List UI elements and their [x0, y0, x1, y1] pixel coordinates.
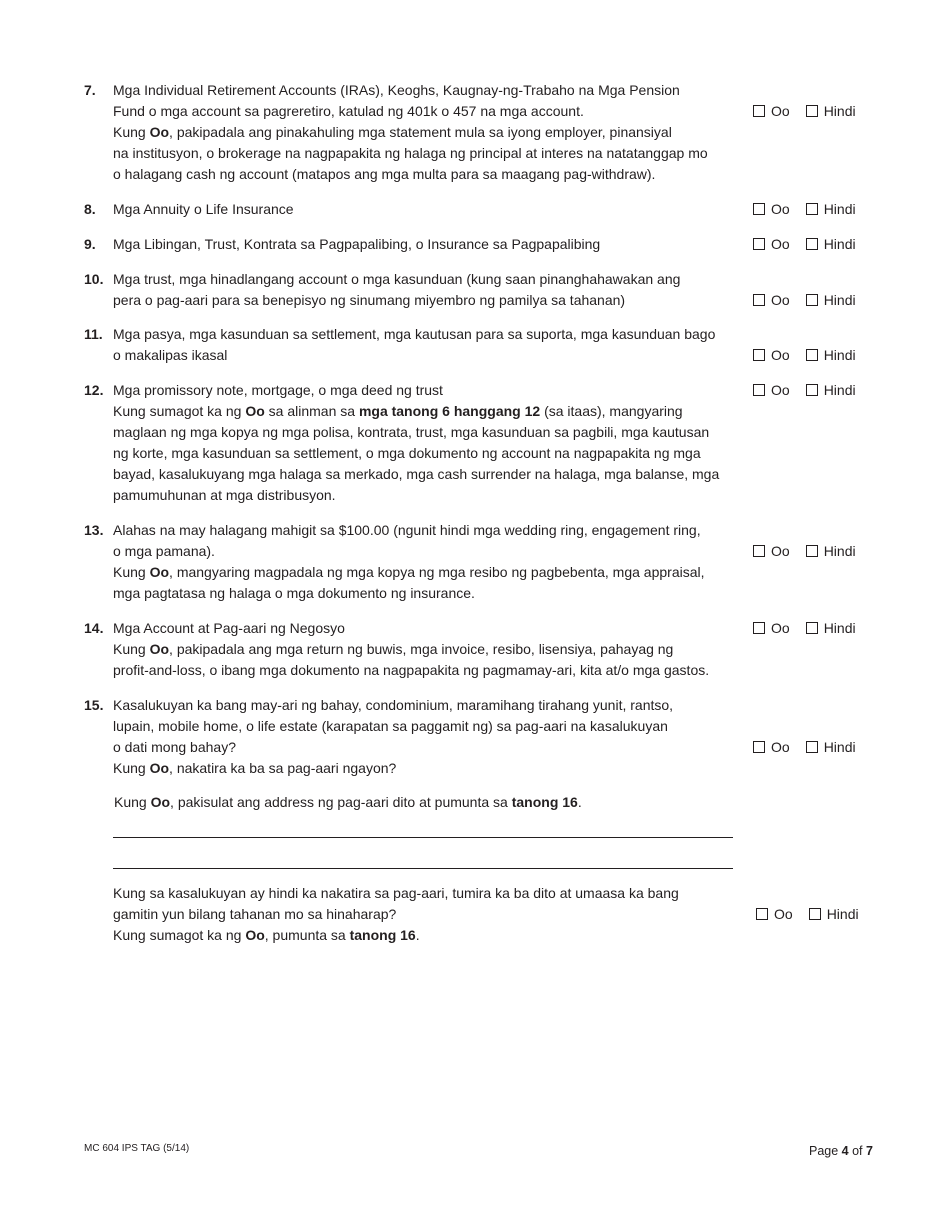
answer-group-q8	[753, 199, 872, 220]
checkbox-no[interactable]: Hindi	[806, 380, 856, 401]
checkbox-yes[interactable]: Oo	[753, 199, 790, 220]
checkbox-yes[interactable]: Oo	[753, 345, 790, 366]
page-number: Page 4 of 7	[809, 1144, 873, 1158]
checkbox-no[interactable]: Hindi	[809, 904, 859, 925]
checkbox-icon[interactable]	[753, 294, 765, 306]
question-number: 8.	[84, 201, 96, 217]
question-text: Mga promissory note, mortgage, o mga deed ng trust Kung sumagot ka ng Oo sa alinman sa mga tanong 6 hanggang 12 (sa itaas), mangyaring maglaan ng mga kopya ng mga polisa, kontrata, trust, mga kasunduan sa pagbili, mga kautusan ng korte, mga kasunduan sa settlement, o mga dokumento ng account na nagpapakita ng mga bayad, kasalukuyang mga halaga sa merkado, mga cash surrender na halaga, mga balanse, mga pamumuhunan at mga distribusyon.	[113, 382, 720, 503]
checkbox-icon[interactable]	[806, 741, 818, 753]
answer-group-q10	[753, 290, 872, 311]
question-number: 14.	[84, 620, 104, 636]
checkbox-icon[interactable]	[753, 349, 765, 361]
checkbox-icon[interactable]	[753, 238, 765, 250]
question-text: Mga trust, mga hinadlangang account o mga kasunduan (kung saan pinanghahawakan ang pera o pag-aari para sa benepisyo ng sinumang miyembro ng pamilya sa tahanan)	[113, 271, 681, 308]
question-number: 12.	[84, 382, 104, 398]
checkbox-yes[interactable]: Oo	[753, 380, 790, 401]
checkbox-no[interactable]: Hindi	[806, 234, 856, 255]
checkbox-icon[interactable]	[753, 622, 765, 634]
checkbox-icon[interactable]	[756, 908, 768, 920]
answer-group-followup	[756, 904, 875, 925]
form-code: MC 604 IPS TAG (5/14)	[84, 1143, 190, 1154]
checkbox-yes[interactable]: Oo	[753, 541, 790, 562]
checkbox-icon[interactable]	[806, 294, 818, 306]
answer-group-q14	[753, 618, 872, 639]
checkbox-yes[interactable]: Oo	[753, 101, 790, 122]
checkbox-icon[interactable]	[809, 908, 821, 920]
checkbox-yes[interactable]: Oo	[753, 290, 790, 311]
address-instruction: Kung Oo, pakisulat ang address ng pag-aari dito at pumunta sa tanong 16.	[114, 794, 582, 810]
question-text: Mga Annuity o Life Insurance	[113, 201, 294, 217]
checkbox-no[interactable]: Hindi	[806, 541, 856, 562]
checkbox-icon[interactable]	[753, 203, 765, 215]
checkbox-icon[interactable]	[806, 349, 818, 361]
question-text: Kasalukuyan ka bang may-ari ng bahay, condominium, maramihang tirahang yunit, rantso, lupain, mobile home, o life estate (karapatan sa paggamit ng) sa pag-aari na kasalukuyan o dati mong bahay? Kung Oo, nakatira ka ba sa pag-aari ngayon?	[113, 697, 674, 776]
checkbox-yes[interactable]: Oo	[753, 618, 790, 639]
checkbox-yes[interactable]: Oo	[753, 737, 790, 758]
answer-group-q9	[753, 234, 872, 255]
checkbox-icon[interactable]	[753, 741, 765, 753]
question-text: Mga Individual Retirement Accounts (IRAs), Keoghs, Kaugnay-ng-Trabaho na Mga Pension Fund o mga account sa pagreretiro, katulad ng 401k o 457 na mga account. Kung Oo, pakipadala ang pinakahuling mga statement mula sa iyong employer, pinansiyal na institusyon, o brokerage na nagpapakita ng halaga ng principal at interes na natatanggap mo o halagang cash ng account (matapos ang mga multa para sa maagang pag-withdraw).	[113, 82, 708, 182]
answer-group-q13	[753, 541, 872, 562]
checkbox-icon[interactable]	[806, 105, 818, 117]
question-text: Mga Libingan, Trust, Kontrata sa Pagpapalibing, o Insurance sa Pagpapalibing	[113, 236, 601, 252]
checkbox-icon[interactable]	[753, 384, 765, 396]
question-text: Alahas na may halagang mahigit sa $100.00 (ngunit hindi mga wedding ring, engagement ring, o mga pamana). Kung Oo, mangyaring magpadala ng mga kopya ng mga resibo ng pagbebenta, mga appraisal, mga pagtatasa ng halaga o mga dokumento ng insurance.	[113, 522, 705, 601]
checkbox-yes[interactable]: Oo	[753, 234, 790, 255]
checkbox-icon[interactable]	[806, 384, 818, 396]
answer-group-q15	[753, 737, 872, 758]
question-number: 9.	[84, 236, 96, 252]
question-number: 11.	[84, 326, 103, 342]
checkbox-no[interactable]: Hindi	[806, 737, 856, 758]
checkbox-no[interactable]: Hindi	[806, 618, 856, 639]
question-text: Mga Account at Pag-aari ng Negosyo Kung Oo, pakipadala ang mga return ng buwis, mga invoice, resibo, lisensiya, pahayag ng profit-and-loss, o ibang mga dokumento na nagpapakita ng pagmamay-ari, kita at/o mga gastos.	[113, 620, 710, 678]
checkbox-no[interactable]: Hindi	[806, 101, 856, 122]
checkbox-no[interactable]: Hindi	[806, 199, 856, 220]
answer-group-q7	[753, 101, 872, 122]
question-text: Mga pasya, mga kasunduan sa settlement, mga kautusan para sa suporta, mga kasunduan bago o makalipas ikasal	[113, 326, 716, 363]
checkbox-icon[interactable]	[806, 622, 818, 634]
checkbox-no[interactable]: Hindi	[806, 290, 856, 311]
checkbox-icon[interactable]	[753, 105, 765, 117]
followup-question: Kung sa kasalukuyan ay hindi ka nakatira sa pag-aari, tumira ka ba dito at umaasa ka bang gamitin yun bilang tahanan mo sa hinaharap? Kung sumagot ka ng Oo, pumunta sa tanong 16.	[113, 885, 679, 943]
address-line-2[interactable]	[113, 868, 733, 869]
question-number: 15.	[84, 697, 104, 713]
answer-group-q12	[753, 380, 872, 401]
checkbox-no[interactable]: Hindi	[806, 345, 856, 366]
checkbox-icon[interactable]	[806, 545, 818, 557]
checkbox-icon[interactable]	[753, 545, 765, 557]
answer-group-q11	[753, 345, 872, 366]
checkbox-icon[interactable]	[806, 238, 818, 250]
checkbox-icon[interactable]	[806, 203, 818, 215]
question-number: 7.	[84, 82, 96, 98]
question-number: 13.	[84, 522, 104, 538]
checkbox-yes[interactable]: Oo	[756, 904, 793, 925]
address-line-1[interactable]	[113, 837, 733, 838]
question-number: 10.	[84, 271, 104, 287]
